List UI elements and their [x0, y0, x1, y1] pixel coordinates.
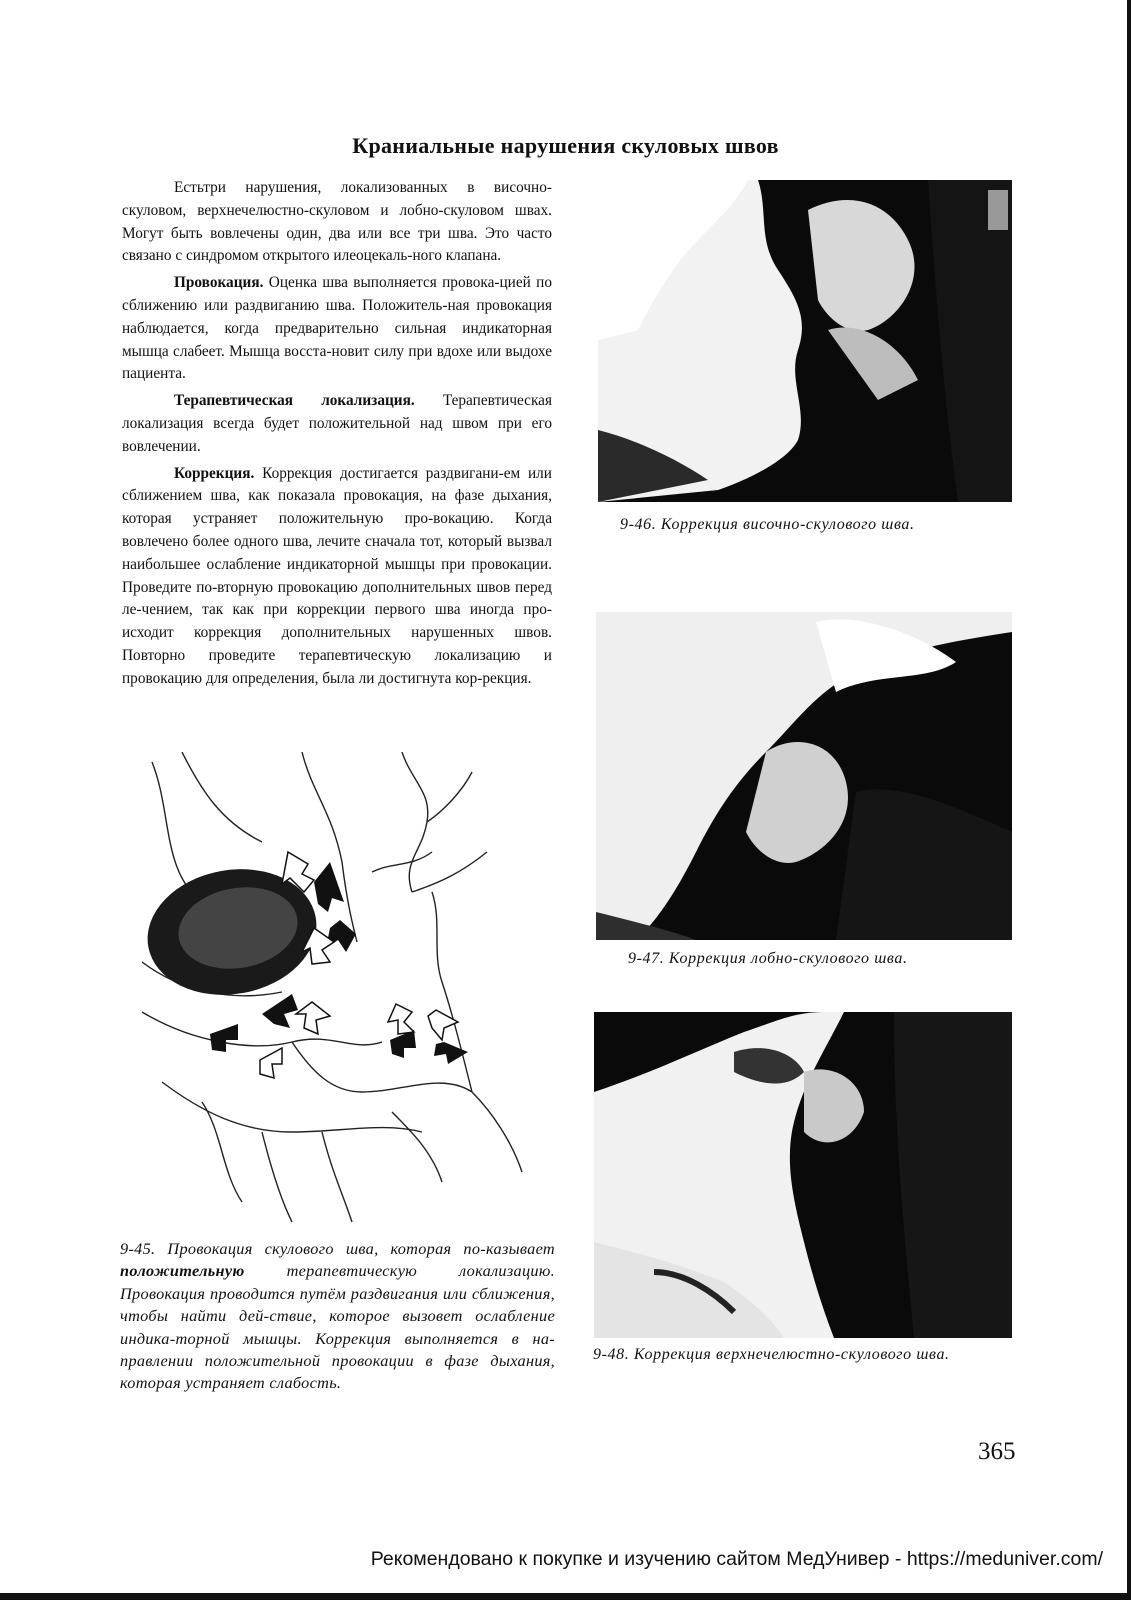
paragraph-provocation [122, 272, 552, 386]
figure-9-47-photo [596, 612, 1012, 940]
heading-therapy-localization: Терапевтическая локализация. [174, 392, 415, 410]
photo-9-46-svg [598, 180, 1012, 502]
photo-9-48-svg [594, 1012, 1012, 1338]
paragraph-therapy-localization [122, 390, 552, 458]
page-edge-right [1127, 0, 1131, 1600]
photo-9-47-svg [596, 612, 1012, 940]
body-text [122, 177, 552, 695]
figure-9-45-caption-part-a: 9-45. Провокация скулового шва, которая по-казывает [120, 1239, 555, 1258]
footer-recommendation: Рекомендовано к покупке и изучению сайтом МедУнивер - https://meduniver.com/ [370, 1548, 1103, 1570]
figure-9-45-skull-drawing [142, 752, 544, 1230]
page-title: Краниальные нарушения скуловых швов [352, 132, 779, 158]
text-provocation: Оценка шва выполняется провока-цией по сближению или раздвиганию шва. Положитель-ная провокация наблюдается, когда предварительно сильная индикаторная мышца слабеет. Мышца восста-новит силу при вдохе или выдохе пациента. [122, 274, 552, 383]
figure-9-48-photo [594, 1012, 1012, 1338]
figure-9-46-caption: 9-46. Коррекция височно-скулового шва. [620, 516, 915, 533]
figure-9-45-caption [120, 1238, 555, 1395]
figure-9-47-caption: 9-47. Коррекция лобно-скулового шва. [628, 950, 908, 967]
text-therapy-localization: Терапевтическая локализация всегда будет положительной над швом при его вовлечении. [122, 392, 552, 455]
figure-9-48-caption: 9-48. Коррекция верхнечелюстно-скулового шва. [593, 1346, 950, 1363]
text-correction: Коррекция достигается раздвигани-ем или сближением шва, как показала провокация, на фазе дыхания, которая устраняет положительную про-вокацию. Когда вовлечено более одного шва, лечите сначала тот, который вызвал наибольшее ослабление индикаторной мышцы при провокации. Проведите по-вторную провокацию дополнительных швов перед ле-чением, так как при коррекции первого шва иногда про-исходит коррекция дополнительных нарушенных швов. Повторно проведите терапевтическую локализацию и провокацию для определения, была ли достигнута кор-рекция. [122, 464, 552, 687]
heading-correction: Коррекция. [174, 464, 255, 482]
paragraph-intro: Естьтри нарушения, локализованных в височно-скуловом, верхнечелюстно-скуловом и лобно-скуловом швах. Могут быть вовлечены один, два или все три шва. Это часто связано с синдромом открытого илеоцекаль-ного клапана. [122, 179, 552, 265]
figure-9-45-caption-part-b: терапевтическую локализацию. Провокация проводится путём раздвигания или сближения, чтобы найти дей-ствие, которое вызовет ослабление индика-торной мышцы. Коррекция выполняется в на-правлении положительной провокации в фазе дыхания, которая устраняет слабость. [120, 1261, 555, 1393]
page-edge-bottom [0, 1593, 1131, 1600]
figure-9-46-photo [598, 180, 1012, 502]
paragraph-correction [122, 463, 552, 691]
skull-drawing-svg [142, 752, 544, 1230]
page-number: 365 [978, 1438, 1016, 1465]
figure-9-45-caption-bold: положительную [120, 1261, 245, 1281]
heading-provocation: Провокация. [174, 274, 264, 292]
